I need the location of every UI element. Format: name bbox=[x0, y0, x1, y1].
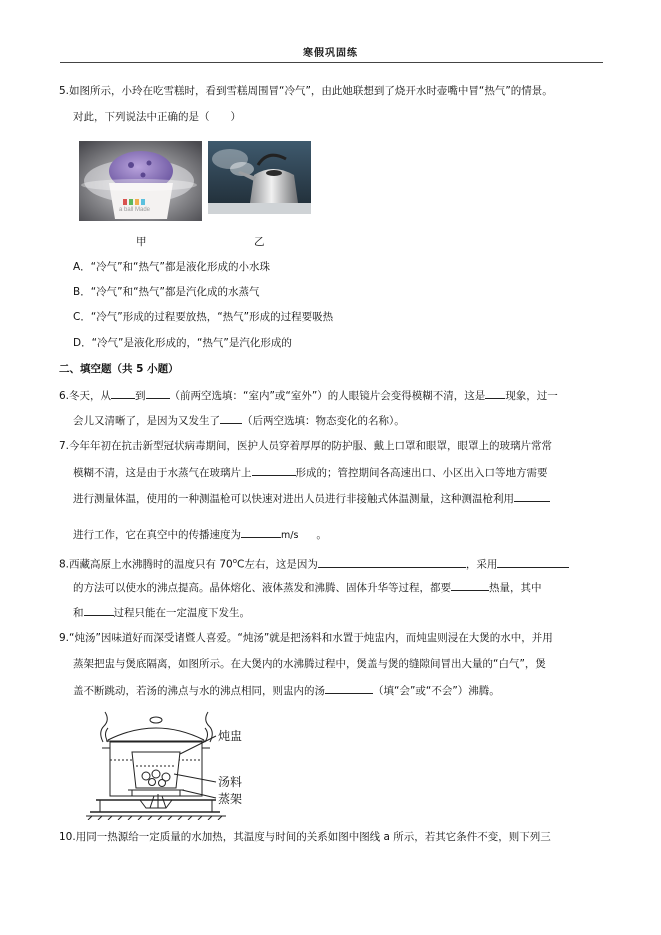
q8-text-6: 和 bbox=[73, 607, 84, 619]
q9-line-2: 蒸架把盅与煲底隔离，如图所示。在大煲内的水沸腾过程中，煲盖与煲的缝隙间冒出大量的“白气”，煲 bbox=[73, 658, 546, 670]
q5-option-b: B．“冷气”和“热气”都是汽化成的水蒸气 bbox=[73, 286, 260, 298]
label-dunzhong: 炖盅 bbox=[218, 729, 243, 743]
label-tangliao: 汤料 bbox=[218, 775, 243, 789]
q7-blank-1[interactable] bbox=[252, 465, 296, 476]
caption-jia: 甲 bbox=[136, 236, 147, 248]
q8-blank-4[interactable] bbox=[84, 605, 114, 616]
q8-blank-3[interactable] bbox=[451, 580, 489, 591]
q6-blank-3[interactable] bbox=[485, 388, 505, 399]
q7-line-4 bbox=[73, 527, 327, 543]
q7-line-1: 7.今年年初在抗击新型冠状病毒期间，医护人员穿着厚厚的防护服、戴上口罩和眼罩，眼罩上的玻璃片常常 bbox=[59, 440, 553, 452]
kettle-photo bbox=[208, 141, 311, 214]
q8-blank-2[interactable] bbox=[497, 557, 569, 568]
stew-pot-svg bbox=[70, 708, 270, 820]
q5-option-d: D．“冷气”是液化形成的，“热气”是汽化形成的 bbox=[73, 337, 292, 349]
section-title: 二、填空题（共 5 小题） bbox=[59, 363, 179, 375]
q9-text-1: 盖不断跳动，若汤的沸点与水的沸点相同，则盅内的汤 bbox=[73, 685, 325, 697]
page-header: 寒假巩固练 bbox=[303, 48, 358, 59]
q8-text-5: 热量，其中 bbox=[489, 582, 542, 594]
q7-blank-2[interactable] bbox=[514, 491, 550, 502]
header-divider bbox=[60, 62, 603, 63]
q7-text-2: 形成的；管控期间各高速出口、小区出入口等地方需要 bbox=[295, 467, 548, 479]
q6-text-3: （前两空选填：“室内”或“室外”）的人眼镜片会变得模糊不清，这是 bbox=[169, 390, 486, 402]
q7-text-3: 进行测量体温，使用的一种测温枪可以快速对进出人员进行非接触式体温测量，这种测温枪利用 bbox=[73, 493, 514, 505]
q5-option-a: A．“冷气”和“热气”都是液化形成的小水珠 bbox=[73, 261, 270, 273]
q7-text-4: 进行工作，它在真空中的传播速度为 bbox=[73, 529, 241, 541]
q8-text-1: 8.西藏高原上水沸腾时的温度只有 70 bbox=[59, 558, 233, 571]
q7-period: 。 bbox=[316, 529, 327, 541]
q8-line-2 bbox=[73, 580, 542, 595]
kettle-illustration bbox=[208, 141, 311, 214]
q10-line-1: 10.用同一热源给一定质量的水加热，其温度与时间的关系如图中图线 a 所示，若其它条件不变，则下列三 bbox=[59, 831, 551, 843]
q8-text-2: C左右，这是因为 bbox=[237, 558, 318, 571]
q8-text-3: ，采用 bbox=[465, 558, 498, 571]
q6-text-4: 现象，过一 bbox=[505, 390, 558, 402]
q8-line-3 bbox=[73, 605, 250, 620]
q6-text-6: （后两空选填：物态变化的名称）。 bbox=[242, 415, 405, 427]
q5-line-1: 5.如图所示，小玲在吃雪糕时，看到雪糕周围冒“冷气”，由此她联想到了烧开水时壶嘴中冒“热气”的情景。 bbox=[59, 85, 553, 97]
q6-text-5: 会儿又清晰了，是因为又发生了 bbox=[73, 415, 220, 427]
ice-cream-photo bbox=[79, 141, 202, 221]
q5-option-c: C．“冷气”形成的过程要放热，“热气”形成的过程要吸热 bbox=[73, 311, 334, 323]
caption-yi: 乙 bbox=[254, 236, 265, 248]
label-zhengjia: 蒸架 bbox=[218, 792, 243, 806]
q7-unit: m/s bbox=[281, 530, 299, 541]
ice-cream-illustration bbox=[79, 141, 202, 221]
cup-brand-text: a ball Made bbox=[119, 207, 151, 213]
q8-line-1 bbox=[59, 554, 569, 572]
q8-blank-1[interactable] bbox=[318, 557, 466, 568]
q8-text-4: 的方法可以使水的沸点提高。晶体熔化、液体蒸发和沸腾、固体升华等过程，都要 bbox=[73, 582, 451, 594]
q7-line-2 bbox=[73, 465, 548, 480]
q7-line-3 bbox=[73, 491, 550, 506]
q5-line-2: 对此，下列说法中正确的是（ ） bbox=[73, 111, 241, 123]
q6-blank-4[interactable] bbox=[220, 413, 242, 424]
q6-text-1: 6.冬天，从 bbox=[59, 390, 112, 402]
q6-blank-2[interactable] bbox=[146, 388, 170, 399]
q6-line-1 bbox=[59, 388, 558, 403]
q6-line-2 bbox=[73, 413, 405, 428]
q6-blank-1[interactable] bbox=[111, 388, 135, 399]
q9-line-3 bbox=[73, 683, 500, 698]
q9-text-2: （填“会”或“不会”）沸腾。 bbox=[373, 685, 500, 697]
q8-text-7: 过程只能在一定温度下发生。 bbox=[113, 607, 250, 619]
q9-blank-1[interactable] bbox=[325, 683, 373, 694]
q6-text-2: 到 bbox=[135, 390, 146, 402]
q7-text-1: 模糊不清，这是由于水蒸气在玻璃片上 bbox=[73, 467, 252, 479]
q9-line-1: 9.“炖汤”因味道好而深受诸暨人喜爱。“炖汤”就是把汤料和水置于炖盅内，而炖盅则浸在大煲的水中，并用 bbox=[59, 632, 553, 644]
q7-blank-3[interactable] bbox=[241, 527, 281, 538]
stew-pot-diagram bbox=[70, 708, 270, 820]
q8-degree: o bbox=[232, 557, 238, 565]
